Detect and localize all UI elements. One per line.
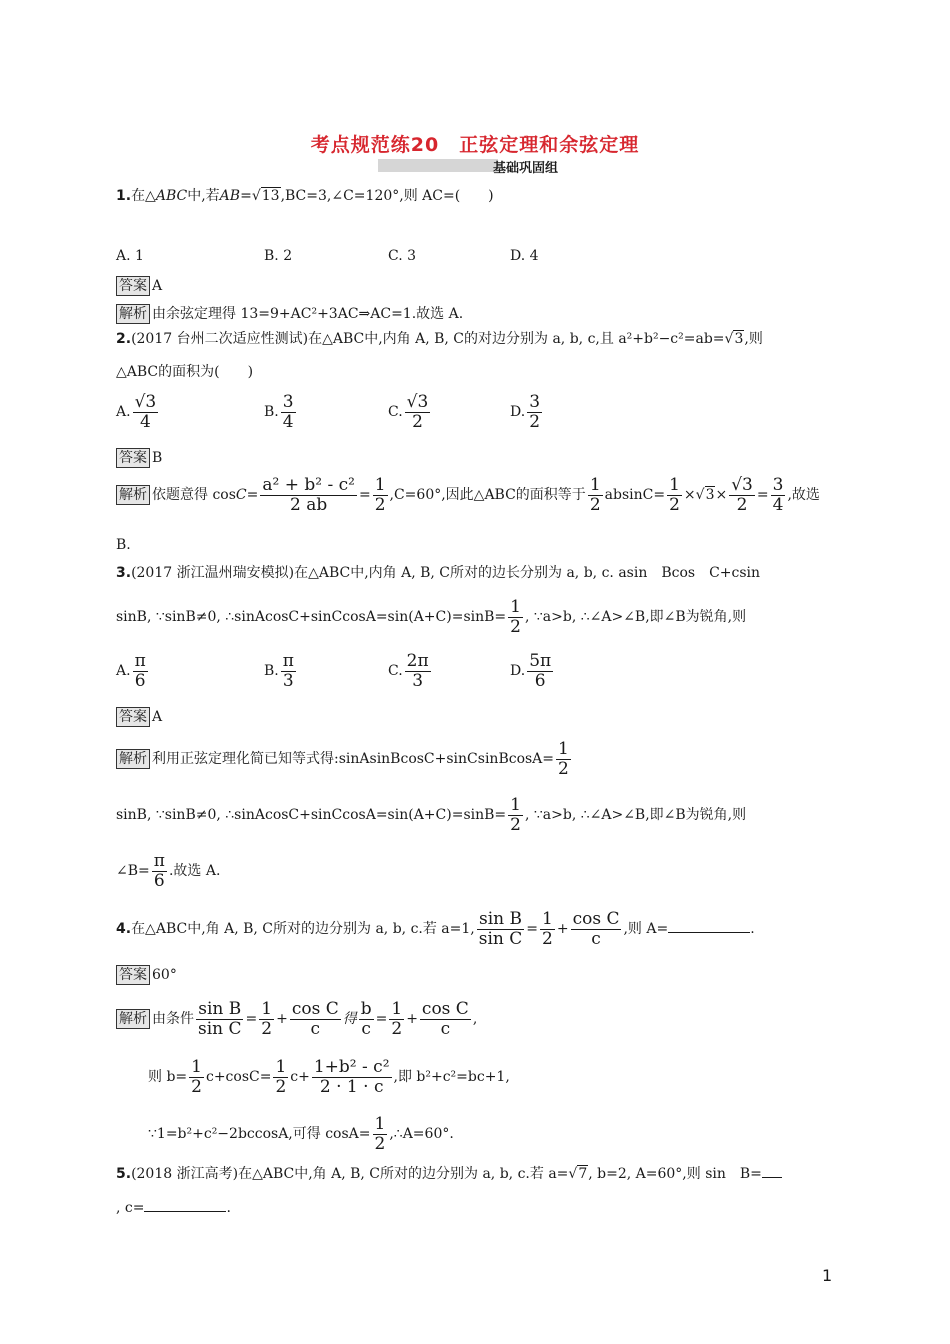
denominator: 2 · 1 · c [319, 1076, 384, 1097]
denominator: 2 ab [290, 494, 328, 515]
q2-option-b [264, 393, 298, 431]
numerator: 1 [542, 909, 553, 929]
q3-text: (2017 浙江温州瑞安模拟)在△ABC中,内角 A, B, C所对的边长分别为 a, b, c. asin Bcos C+csin [131, 565, 761, 581]
fraction [281, 652, 296, 690]
fraction [420, 1000, 471, 1038]
radicand: 3 [734, 331, 744, 347]
analysis-text: 由余弦定理得 13=9+AC²+3AC⇒AC=1.故选 A. [152, 306, 464, 322]
fraction [373, 1115, 388, 1153]
option-label: C. [388, 404, 403, 421]
q1-option-b: B. 2 [264, 248, 293, 264]
analysis-text: sinB, ∵sinB≠0, ∴sinAcosC+sinCcosA=sin(A+C)=sinB= [116, 807, 507, 824]
answer-value: B [152, 450, 163, 466]
numerator: 1 [589, 475, 601, 495]
fraction [152, 852, 167, 890]
analysis-tag: 解析 [116, 749, 150, 769]
question-3 [116, 563, 760, 583]
fraction [133, 393, 159, 431]
analysis-text: 利用正弦定理化简已知等式得:sinAsinBcosC+sinCsinBcosA= [152, 751, 555, 768]
denominator: sin C [198, 1018, 242, 1039]
fraction [527, 652, 553, 690]
numerator: 3 [282, 392, 294, 412]
numerator: 1 [261, 999, 273, 1019]
analysis-text: , ∵a>b, ∴∠A>∠B,即∠B为锐角,则 [524, 807, 747, 824]
numerator: sin B [198, 999, 242, 1019]
fraction [281, 393, 296, 431]
numerator: √3 [134, 392, 157, 412]
sqrt-3: √3 [724, 331, 744, 347]
q3-analysis [116, 740, 573, 778]
denominator: c [440, 1018, 451, 1039]
numerator: 1 [391, 999, 403, 1019]
fraction [508, 796, 523, 834]
q4-analysis [116, 1000, 477, 1038]
denominator: 2 [374, 1133, 386, 1154]
denominator: 2 [589, 494, 601, 515]
q2-option-c [388, 393, 432, 431]
question-4 [116, 910, 755, 948]
q1-option-a: A. 1 [116, 248, 144, 264]
answer-blank [762, 1177, 782, 1178]
radicand: 3 [705, 487, 715, 504]
q2-option-d [510, 393, 544, 431]
sqrt-13: √13 [251, 188, 280, 204]
denominator: 2 [191, 1076, 202, 1097]
denominator: 2 [736, 494, 748, 515]
q2-answer [116, 448, 162, 468]
q1-ab: AB [219, 188, 241, 204]
denominator: 2 [374, 494, 386, 515]
fraction [667, 476, 682, 514]
denominator: 2 [510, 814, 521, 835]
numerator: 3 [772, 475, 784, 495]
answer-blank [668, 932, 750, 933]
q2-text-b: ,则 [744, 331, 763, 347]
q5-line-2 [116, 1198, 231, 1218]
fraction [359, 1000, 374, 1038]
q4-text: . [750, 921, 755, 938]
equals: = [526, 921, 539, 938]
q3-analysis-line-2 [116, 796, 746, 834]
numerator: 1 [191, 1057, 202, 1077]
q1-analysis [116, 304, 463, 324]
q2-analysis-line-2: B. [116, 537, 131, 553]
fraction [133, 652, 148, 690]
analysis-text: 则 b= [148, 1069, 188, 1086]
analysis-text: absinC= [604, 487, 666, 504]
numerator: 1 [374, 1114, 386, 1134]
q1-option-d: D. 4 [510, 248, 539, 264]
q1-text: 在△ [131, 188, 156, 204]
denominator: 2 [542, 928, 553, 949]
analysis-text: c+ [290, 1069, 310, 1086]
answer-tag: 答案 [116, 965, 150, 985]
subtitle-bar [378, 159, 498, 172]
numerator: 1 [669, 475, 680, 495]
numerator: 1 [374, 475, 386, 495]
fraction [196, 1000, 244, 1038]
denominator: 2 [261, 1018, 273, 1039]
analysis-text: 得 [342, 1011, 357, 1028]
q3-option-a [116, 652, 150, 690]
sqrt-3: √3 [695, 487, 715, 504]
q2-analysis [116, 476, 820, 514]
question-number: 2. [116, 331, 132, 347]
equals: = [358, 487, 371, 504]
q3-option-c [388, 652, 433, 690]
q4-answer [116, 965, 177, 985]
numerator: 1 [558, 739, 569, 759]
analysis-tag: 解析 [116, 485, 150, 505]
fraction [477, 910, 525, 948]
q4-text: ,则 A= [623, 921, 669, 938]
q2-line-2: △ABC的面积为( ) [116, 364, 254, 380]
analysis-text: ,C=60°,因此△ABC的面积等于 [389, 487, 586, 504]
answer-value: 60° [152, 967, 177, 983]
denominator: c [361, 1018, 371, 1039]
radicand: 7 [578, 1166, 588, 1182]
numerator: π [282, 651, 294, 671]
q5-text: (2018 浙江高考)在△ABC中,角 A, B, C所对的边分别为 a, b, c.若 a= [131, 1166, 569, 1182]
option-label: C. [388, 663, 403, 680]
analysis-text: C= [235, 487, 259, 504]
analysis-tag: 解析 [116, 304, 150, 324]
denominator: 6 [134, 670, 146, 691]
answer-tag: 答案 [116, 448, 150, 468]
plus: + [406, 1011, 418, 1028]
answer-blank [144, 1211, 226, 1212]
fraction [771, 476, 786, 514]
question-number: 1. [116, 188, 132, 204]
q1-text-f: ,BC=3,∠C=120°,则 AC=( ) [280, 188, 494, 204]
q3-option-b [264, 652, 298, 690]
analysis-text: ,即 b²+c²=bc+1, [393, 1069, 510, 1086]
numerator: b [360, 999, 372, 1019]
sqrt-7: √7 [568, 1166, 588, 1182]
fraction [260, 476, 357, 514]
denominator: 2 [510, 616, 521, 637]
analysis-text: .故选 A. [168, 863, 221, 880]
analysis-tag: 解析 [116, 1009, 150, 1029]
analysis-text: ,∴A=60°. [389, 1126, 454, 1143]
option-label: D. [510, 663, 526, 680]
analysis-text: 由条件 [152, 1011, 194, 1028]
denominator: 6 [534, 670, 546, 691]
answer-tag: 答案 [116, 276, 150, 296]
denominator: c [591, 928, 601, 949]
fraction [405, 652, 431, 690]
numerator: π [134, 651, 146, 671]
numerator: 1 [510, 795, 521, 815]
option-label: A. [116, 404, 131, 421]
plus: + [556, 921, 569, 938]
analysis-text: c+cosC= [205, 1069, 272, 1086]
denominator: 4 [282, 411, 294, 432]
answer-tag: 答案 [116, 707, 150, 727]
numerator: cos C [291, 999, 339, 1019]
denominator: c [310, 1018, 321, 1039]
denominator: 2 [391, 1018, 403, 1039]
q1-eq: = [240, 188, 252, 204]
numerator: √3 [731, 475, 753, 495]
q5-text: . [226, 1200, 231, 1216]
q3-analysis-line-3 [116, 852, 220, 890]
q3-option-d [510, 652, 555, 690]
numerator: 1 [510, 597, 521, 617]
analysis-text: 依题意得 cos [152, 487, 236, 504]
fraction [729, 476, 755, 514]
times: × [715, 487, 728, 504]
analysis-text: ∠B= [116, 863, 150, 880]
denominator: 6 [153, 870, 165, 891]
q5-text: , b=2, A=60°,则 sin B= [588, 1166, 762, 1182]
numerator: a² + b² - c² [262, 475, 355, 495]
denominator: 2 [275, 1076, 287, 1097]
fraction [259, 1000, 274, 1038]
q4-analysis-line-2 [148, 1058, 510, 1096]
analysis-text: ∵1=b²+c²−2bccosA,可得 cosA= [148, 1126, 371, 1143]
q4-analysis-line-3 [148, 1115, 454, 1153]
q3-line-2 [116, 598, 746, 636]
denominator: 2 [412, 411, 423, 432]
fraction [405, 393, 431, 431]
q3-answer [116, 707, 162, 727]
numerator: 2π [406, 651, 429, 671]
equals: = [245, 1011, 258, 1028]
page-number: 1 [822, 1266, 833, 1285]
comma: , [472, 1011, 478, 1028]
fraction [290, 1000, 341, 1038]
numerator: √3 [406, 392, 429, 412]
numerator: cos C [421, 999, 469, 1019]
q3-text: sinB, ∵sinB≠0, ∴sinAcosC+sinCcosA=sin(A+C)=sinB= [116, 609, 507, 626]
denominator: 4 [772, 494, 784, 515]
question-number: 3. [116, 565, 132, 581]
fraction [527, 393, 542, 431]
denominator: 2 [669, 494, 680, 515]
fraction [273, 1058, 288, 1096]
numerator: cos C [572, 909, 620, 929]
question-number: 5. [116, 1166, 132, 1182]
q2-option-a [116, 393, 160, 431]
denominator: 4 [139, 411, 151, 432]
fraction [373, 476, 388, 514]
fraction [540, 910, 555, 948]
plus: + [276, 1011, 288, 1028]
fraction [508, 598, 523, 636]
fraction [189, 1058, 204, 1096]
question-1 [116, 186, 494, 206]
q1-text-c: 中,若 [187, 188, 220, 204]
fraction [312, 1058, 392, 1096]
question-2 [116, 329, 763, 349]
numerator: π [153, 851, 165, 871]
q1-triangle: ABC [155, 188, 188, 204]
denominator: sin C [478, 928, 523, 949]
times: × [683, 487, 696, 504]
q1-answer [116, 276, 162, 296]
q3-text: , ∵a>b, ∴∠A>∠B,即∠B为锐角,则 [524, 609, 747, 626]
numerator: 5π [529, 651, 552, 671]
q5-text: , c= [116, 1200, 145, 1216]
page-title: 考点规范练20 正弦定理和余弦定理 [310, 134, 640, 156]
numerator: 1+b² - c² [313, 1057, 390, 1077]
fraction [556, 740, 571, 778]
section-subtitle: 基础巩固组 [493, 161, 559, 176]
denominator: 2 [529, 411, 541, 432]
answer-value: A [152, 709, 163, 725]
fraction [571, 910, 622, 948]
question-number: 4. [116, 921, 132, 938]
question-5 [116, 1164, 782, 1184]
option-label: B. [264, 663, 279, 680]
numerator: sin B [479, 909, 523, 929]
answer-value: A [152, 278, 163, 294]
q2-text: (2017 台州二次适应性测试)在△ABC中,内角 A, B, C的对边分别为 a, b, c,且 a²+b²−c²=ab= [131, 331, 725, 347]
radicand: 13 [261, 188, 280, 204]
q4-text: 在△ABC中,角 A, B, C所对的边分别为 a, b, c.若 a=1, [131, 921, 475, 938]
analysis-text: ,故选 [787, 487, 820, 504]
option-label: A. [116, 663, 131, 680]
equals: = [756, 487, 769, 504]
option-label: B. [264, 404, 279, 421]
equals: = [375, 1011, 388, 1028]
fraction [588, 476, 603, 514]
q1-option-c: C. 3 [388, 248, 417, 264]
fraction [389, 1000, 404, 1038]
numerator: 1 [275, 1057, 287, 1077]
denominator: 3 [412, 670, 424, 691]
option-label: D. [510, 404, 526, 421]
denominator: 2 [558, 758, 569, 779]
denominator: 3 [282, 670, 294, 691]
numerator: 3 [529, 392, 541, 412]
